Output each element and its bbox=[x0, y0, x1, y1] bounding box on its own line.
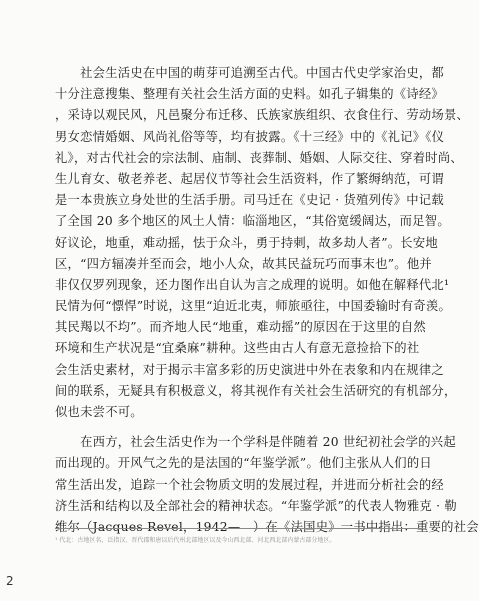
text-line: 民情为何“慓悍”时说，这里“迫近北夷，师旅亟往，中国委输时有奇羡。 bbox=[55, 299, 452, 314]
paragraph-1 bbox=[55, 63, 470, 423]
paragraph-2 bbox=[55, 432, 479, 538]
text-line: 维尔（Jacques Revel，1942— ）在《法国史》一书中指出：重要的社会 bbox=[55, 519, 479, 534]
page-number: 2 bbox=[6, 574, 14, 588]
text-line: 在西方，社会生活史作为一个学科是伴随着 20 世纪初社会学的兴起 bbox=[55, 435, 456, 450]
text-line: ，采诗以观民风，凡邑聚分布迁移、氏族家族组织、衣食住行、劳动场景、 bbox=[55, 108, 470, 123]
text-line: 是一本贵族立身处世的生活手册。司马迁在《史记 · 货殖列传》中记载 bbox=[55, 193, 444, 208]
text-line: 男女恋情婚姻、风尚礼俗等等，均有披露。《十三经》中的《礼记》《仪 bbox=[55, 129, 445, 144]
paragraph-spacer bbox=[55, 423, 423, 432]
text-line: 了全国 20 多个地区的风土人情：临淄地区，“其俗宽缓阔达，而足智。 bbox=[55, 214, 450, 229]
text-line: 其民羯以不均”。而齐地人民“地重，难动摇”的原因在于这里的自然 bbox=[55, 320, 426, 335]
text-line: 常生活出发，追踪一个社会物质文明的发展过程，并进而分析社会的经 bbox=[55, 477, 444, 492]
text-line: 间的联系，无疑具有积极意义，将其视作有关社会生活研究的有机部分， bbox=[55, 383, 457, 398]
text-line: 似也未尝不可。 bbox=[55, 405, 143, 419]
text-line: 济生活和结构以及全部社会的精神状态。“年鉴学派”的代表人物雅克 · 勒 bbox=[55, 498, 457, 513]
text-line: 区，“四方辐凑并至而会，地小人众，故其民益玩巧而事末也”。他并 bbox=[55, 256, 432, 271]
body-text bbox=[55, 63, 479, 538]
text-line: 社会生活史在中国的萌芽可追溯至古代。中国古代史学家治史，都 bbox=[55, 66, 444, 80]
text-line: 生儿育女、敬老养老、起居仪节等社会生活资料，作了繁缛纳范，可谓 bbox=[55, 171, 444, 186]
text-line: 礼》，对古代社会的宗法制、庙制、丧葬制、婚姻、人际交往、穿着时尚、 bbox=[55, 150, 463, 165]
text-line: 而出现的。开风气之先的是法国的“年鉴学派”。他们主张从人们的日 bbox=[55, 456, 432, 471]
text-line: 会生活史素材，对于揭示丰富多彩的历史演进中外在表象和内在规律之 bbox=[55, 362, 444, 377]
text-line: 非仅仅罗列现象，还力图作出自认为言之成理的说明。如他在解释代北¹ bbox=[55, 277, 450, 292]
text-line: 环境和生产状况是“宜桑麻”耕种。这些由古人有意无意捡拾下的社 bbox=[55, 341, 420, 356]
text-line: 好议论，地重，难动摇，怯于众斗，勇于持刺，故多劫人者”。长安地 bbox=[55, 235, 438, 250]
footnote-divider bbox=[55, 528, 423, 529]
footnote: ¹ 代北：古地区名，泛指汉、晋代郡和唐以后代州北部地区以及今山西北部、河北西北部内蒙古部分地区。 bbox=[55, 537, 336, 544]
text-line: 十分注意搜集、整理有关社会生活方面的史料。如孔子辑集的《诗经》 bbox=[55, 87, 444, 102]
